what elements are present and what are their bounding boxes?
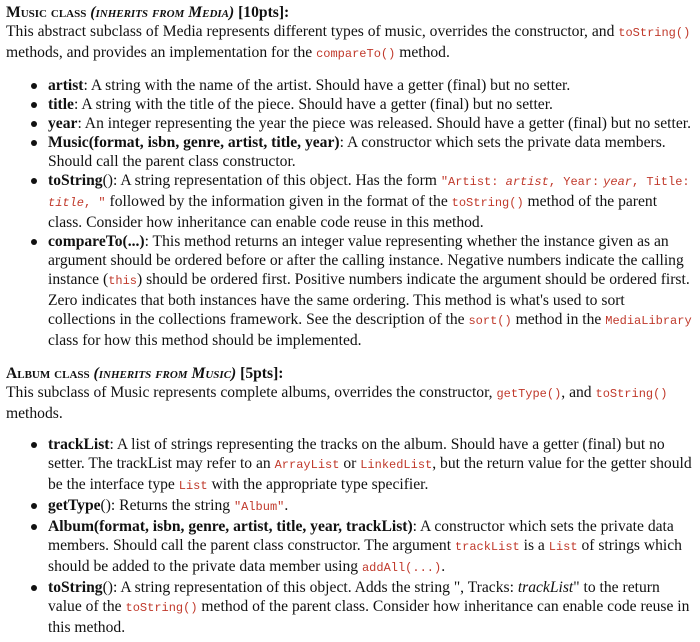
music-class-intro: This abstract subclass of Media represents different types of music, overrides the constructor, and toString() methods, and provides an implementation for the compareTo() method. [6,23,691,61]
list-item-gettype: getType(): Returns the string "Album". [48,496,692,517]
list-item-music-tostring: toString(): A string representation of this object. Has the form "Artist: artist, Year: year, Title: title, " followed by the information given in the format of the toString() method of the parent class. Consider how inheritance can enable code reuse in this method. [48,171,692,232]
album-members-list [6,435,692,637]
list-item-music-compareto: compareTo(...): This method returns an integer value representing whether the instance given as an argument should be ordered before or after the calling instance. Negative numbers indicate the calling instance (this) should be ordered first. Positive numbers indicate the argument should be ordered first. Zero indicates that both instances have the same ordering. This method is what's used to sort collections in the collections framework. See the description of the sort() method in the MediaLibrary class for how this method should be implemented. [48,233,692,349]
list-item-tracklist: trackList: A list of strings representing the tracks on the album. Should have a getter (final) but no setter. The trackList may refer to an ArrayList or LinkedList, but the return value for the getter should be the interface type List with the appropriate type specifier. [48,435,692,496]
list-item-artist: artist: A string with the name of the artist. Should have a getter (final) but no setter. [48,76,692,95]
list-item-album-constructor: Album(format, isbn, genre, artist, title, year, trackList): A constructor which sets the private data members. Should call the parent class constructor. The argument trackList is a List of strings which should be added to the private data member using addAll(...). [48,517,692,578]
list-item-album-tostring: toString(): A string representation of this object. Adds the string ", Tracks: trackList" to the return value of the toString() method of the parent class. Consider how inheritance can enable code reuse in this method. [48,578,692,637]
album-class-section [6,364,692,637]
list-item-music-constructor: Music(format, isbn, genre, artist, title, year): A constructor which sets the private data members. Should call the parent class constructor. [48,133,692,171]
album-class-heading: Album class (inherits from Music) [5pts]: [6,365,284,382]
music-class-section [6,3,692,350]
music-class-heading: Music class (inherits from Media) [10pts]: [6,4,290,21]
music-members-list [6,76,692,350]
list-item-year: year: An integer representing the year the piece was released. Should have a getter (final) but no setter. [48,115,691,132]
album-class-intro: This subclass of Music represents complete albums, overrides the constructor, getType(), and toString() methods. [6,384,668,422]
list-item-title: title: A string with the title of the piece. Should have a getter (final) but no setter. [48,95,692,114]
